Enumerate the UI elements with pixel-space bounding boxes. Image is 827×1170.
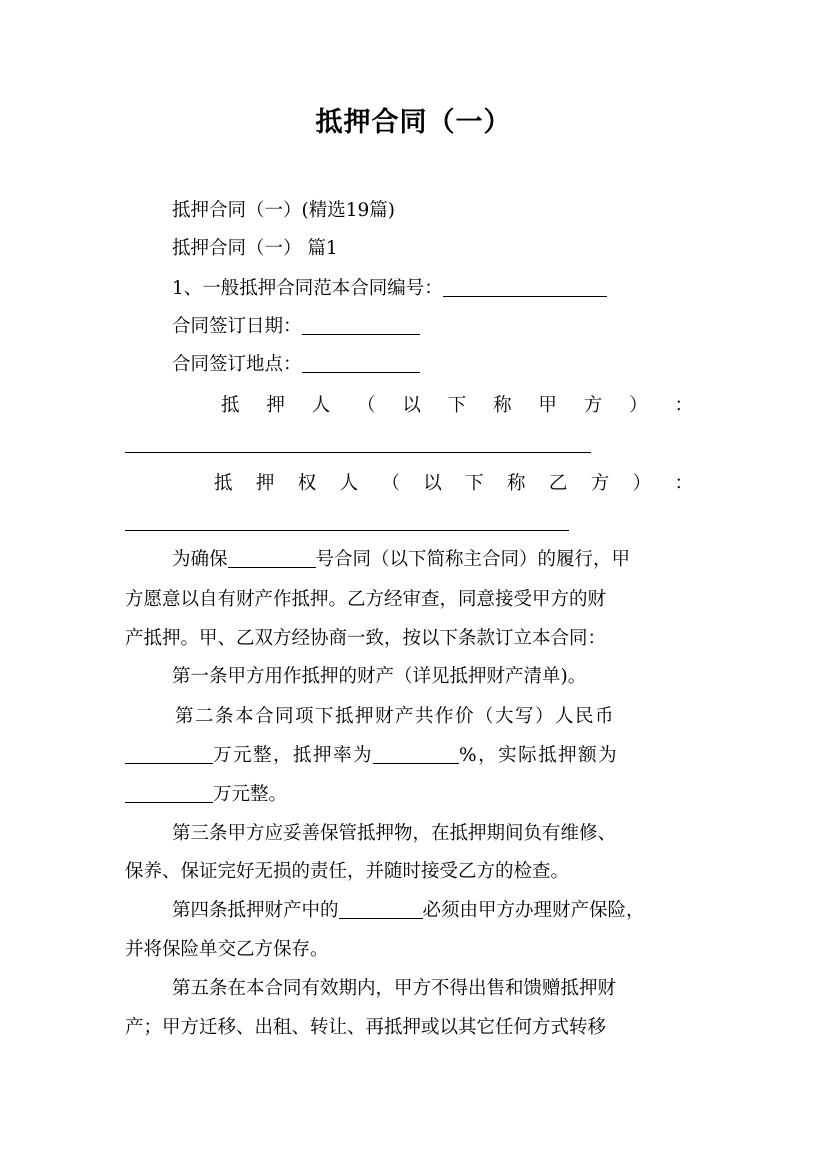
mortgagee-char: 以	[423, 473, 442, 494]
mortgagee-label	[214, 471, 693, 497]
article2-line3	[125, 782, 287, 808]
mortgagor-char: 押	[266, 395, 285, 416]
sign-place-label: 合同签订地点：	[172, 354, 302, 375]
mortgagor-char: 人	[311, 395, 331, 416]
para1-line2: 方愿意以自有财产作抵押。乙方经审查，同意接受甲方的财	[125, 589, 607, 610]
mortgagee-char: （	[381, 473, 400, 494]
main-contract-number-blank	[228, 549, 316, 568]
sign-date-label: 合同签订日期：	[172, 316, 302, 337]
article3-line1: 第三条甲方应妥善保管抵押物，在抵押期间负有维修、	[172, 823, 617, 844]
article4-line1	[172, 898, 645, 924]
para1-text: 为确保	[172, 549, 228, 570]
mortgagor-char: 方	[583, 395, 603, 416]
contract-number-line	[172, 276, 607, 302]
mortgagor-char: ：	[674, 395, 693, 416]
article2-line2	[125, 743, 618, 769]
mortgagee-char: 方	[590, 473, 610, 494]
article4-text: 必须由甲方办理财产保险，	[422, 900, 645, 921]
sign-place-blank	[302, 354, 420, 373]
sign-date-blank	[302, 316, 420, 335]
mortgagor-char: 称	[493, 395, 512, 416]
article1: 第一条甲方用作抵押的财产（详见抵押财产清单)。	[172, 666, 587, 687]
section-heading: 抵押合同（一） 篇1	[172, 238, 338, 259]
article5-line1: 第五条在本合同有效期内，甲方不得出售和馈赠抵押财	[172, 978, 617, 999]
mortgagee-char: 人	[339, 473, 359, 494]
article5-line2: 产；甲方迁移、出租、转让、再抵押或以其它任何方式转移	[125, 1017, 607, 1038]
mortgagor-char: ）	[629, 395, 648, 416]
mortgagor-char: 甲	[538, 395, 557, 416]
mortgagor-blank	[125, 452, 591, 453]
subtitle: 抵押合同（一）(精选19篇)	[172, 200, 395, 221]
mortgagee-char: 抵	[214, 473, 233, 494]
para1-line3: 产抵押。甲、乙双方经协商一致，按以下条款订立本合同：	[125, 628, 607, 649]
mortgagee-char: 权	[297, 473, 317, 494]
actual-amount-blank	[125, 784, 213, 803]
mortgagee-char: ：	[674, 473, 693, 494]
mortgagee-char: 称	[507, 473, 526, 494]
document-title: 抵押合同（一）	[315, 107, 512, 138]
article4-line2: 并将保险单交乙方保存。	[125, 939, 329, 960]
para1-text: 号合同（以下简称主合同）的履行，甲	[315, 549, 631, 570]
mortgagee-char: 押	[255, 473, 275, 494]
mortgagee-char: ）	[632, 473, 652, 494]
mortgagor-char: （	[357, 395, 376, 416]
mortgage-rate-blank	[373, 745, 459, 764]
mortgagor-char: 以	[402, 395, 421, 416]
contract-number-label: 1、一般抵押合同范本合同编号：	[172, 278, 443, 299]
contract-number-blank	[443, 278, 607, 297]
article4-text: 第四条抵押财产中的	[172, 900, 339, 921]
mortgagee-char: 乙	[548, 473, 568, 494]
sign-place-line	[172, 352, 420, 378]
mortgagee-blank	[125, 530, 569, 531]
sign-date-line	[172, 314, 420, 340]
article2-text: %，实际抵押额为	[459, 745, 619, 766]
article2-text: 万元整，抵押率为	[213, 745, 374, 766]
mortgagor-label	[221, 393, 693, 419]
article2-text: 万元整。	[213, 784, 288, 805]
insured-item-blank	[339, 900, 423, 919]
mortgagor-char: 下	[447, 395, 467, 416]
mortgagor-char: 抵	[221, 395, 240, 416]
article2-line1: 第二条本合同项下抵押财产共作价（大写）人民币	[175, 706, 616, 727]
article3-line2: 保养、保证完好无损的责任，并随时接受乙方的检查。	[125, 861, 570, 882]
valuation-blank	[125, 745, 213, 764]
mortgagee-char: 下	[465, 473, 484, 494]
para1-line1	[172, 547, 630, 573]
